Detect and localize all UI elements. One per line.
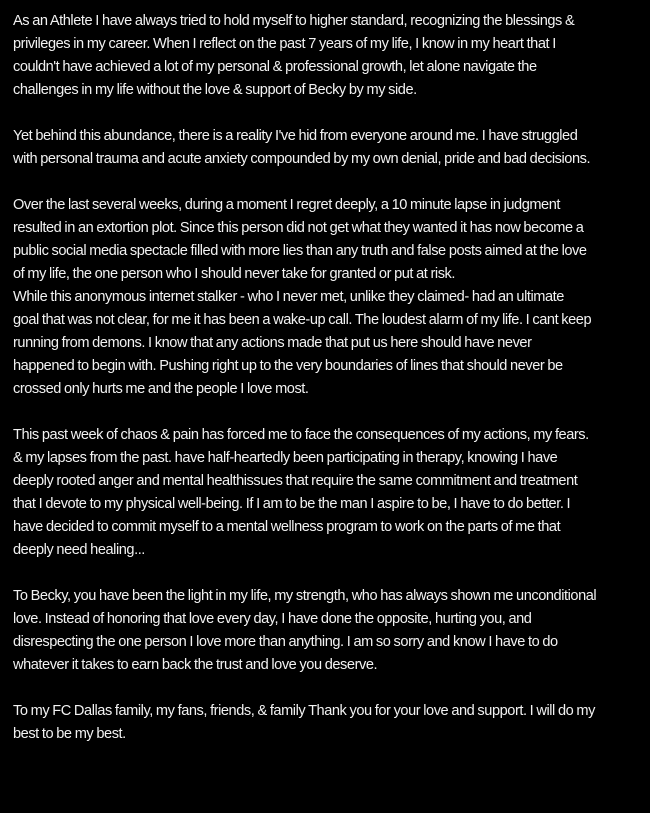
paragraph-to-becky: To Becky, you have been the light in my life, my strength, who has always shown me unconditional love. Instead of honoring that love every day, I have done the opposite, hurting you, and disrespecting the one person I love more than anything. I am so sorry and know I have to do whatever it takes to earn back the trust and love you deserve. <box>13 588 597 673</box>
paragraph-wake-up-call: While this anonymous internet stalker - who I never met, unlike they claimed- had an ultimate goal that was not clear, for me it has been a wake-up call. The loudest alarm of my life. I cant keep running from demons. I know that any actions made that put us here should have never happened to begin with. Pushing right up to the very boundaries of lines that should never be crossed only hurts me and the people I love most. <box>13 289 592 397</box>
paragraph-consequences: This past week of chaos & pain has forced me to face the consequences of my actions, my fears. & my lapses from the past. have half-heartedly been participating in therapy, knowing I have deeply rooted anger and mental healthissues that require the same commitment and treatment that I devote to my physical well-being. If I am to be the man I aspire to be, I have to do better. I have decided to commit myself to a mental wellness program to work on the parts of me that deeply need healing... <box>13 427 589 558</box>
paragraph-to-fc-dallas: To my FC Dallas family, my fans, friends, & family Thank you for your love and support. I will do my best to be my best. <box>13 703 595 742</box>
statement-text <box>13 10 643 746</box>
paragraph-struggles: Yet behind this abundance, there is a reality I've hid from everyone around me. I have struggled with personal trauma and acute anxiety compounded by my own denial, pride and bad decisions. <box>13 128 591 167</box>
paragraph-extortion: Over the last several weeks, during a moment I regret deeply, a 10 minute lapse in judgment resulted in an extortion plot. Since this person did not get what they wanted it has now become a public social media spectacle filled with more lies than any truth and false posts aimed at the love of my life, the one person who I should never take for granted or put at risk. <box>13 197 587 282</box>
paragraph-gratitude: As an Athlete I have always tried to hold myself to higher standard, recognizing the blessings & privileges in my career. When I reflect on the past 7 years of my life, I know in my heart that I couldn't have achieved a lot of my personal & professional growth, let alone navigate the challenges in my life without the love & support of Becky by my side. <box>13 13 575 98</box>
